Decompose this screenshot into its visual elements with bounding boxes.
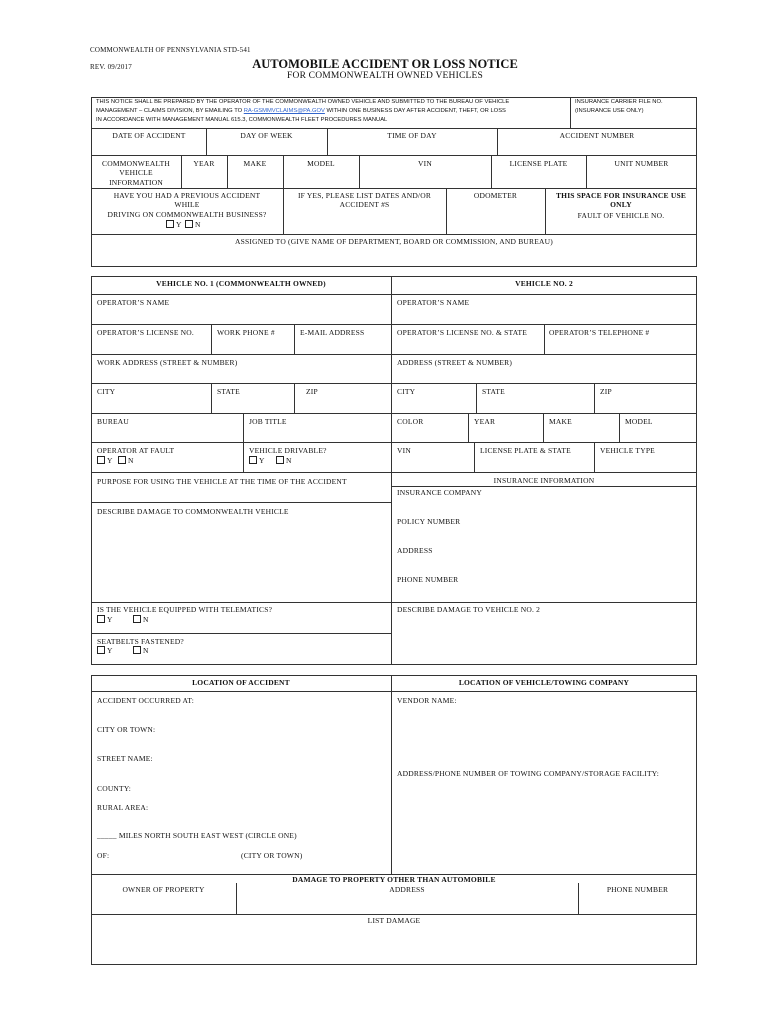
revision-date: REV. 09/2017 — [90, 63, 132, 71]
telematics-yes[interactable]: Y — [97, 615, 113, 624]
street-name-field[interactable]: STREET NAME: — [97, 754, 153, 763]
notice-line-1: THIS NOTICE SHALL BE PREPARED BY THE OPERATOR OF THE COMMONWEALTH OWNED VEHICLE AND SUBMITTED TO THE BUREAU OF VEHICLE — [96, 99, 510, 105]
vehicle-vin-field[interactable]: VIN — [418, 159, 432, 168]
drivable-no[interactable]: N — [276, 456, 292, 465]
previous-accident-yes[interactable]: Y — [166, 220, 182, 229]
checkbox-icon — [133, 615, 141, 623]
v2-model-field[interactable]: MODEL — [625, 417, 653, 426]
rural-area-field[interactable]: RURAL AREA: — [97, 803, 149, 812]
v1-city-field[interactable]: CITY — [97, 387, 116, 396]
accident-occurred-at-field[interactable]: ACCIDENT OCCURRED AT: — [97, 696, 195, 705]
carrier-file-label: INSURANCE CARRIER FILE NO. — [575, 99, 663, 105]
v2-vin-field[interactable]: VIN — [397, 446, 411, 455]
v1-work-address-field[interactable]: WORK ADDRESS (STREET & NUMBER) — [97, 358, 238, 367]
county-field[interactable]: COUNTY: — [97, 784, 132, 793]
checkbox-icon — [166, 220, 174, 228]
checkbox-icon — [97, 456, 105, 464]
describe-damage-v2-field[interactable]: DESCRIBE DAMAGE TO VEHICLE NO. 2 — [397, 605, 541, 614]
time-of-day-field[interactable]: TIME OF DAY — [387, 131, 437, 140]
checkbox-icon — [249, 456, 257, 464]
insurance-phone-field[interactable]: PHONE NUMBER — [397, 575, 459, 584]
license-plate-field[interactable]: LICENSE PLATE — [509, 159, 568, 168]
v1-bureau-field[interactable]: BUREAU — [97, 417, 130, 426]
commonwealth-vehicle-label: COMMONWEALTH VEHICLE INFORMATION — [102, 159, 170, 187]
unit-number-field[interactable]: UNIT NUMBER — [614, 159, 669, 168]
v1-operator-name-field[interactable]: OPERATOR’S NAME — [97, 298, 170, 307]
insurance-company-field[interactable]: INSURANCE COMPANY — [397, 488, 483, 497]
v2-operator-name-field[interactable]: OPERATOR’S NAME — [397, 298, 470, 307]
previous-accident-question: HAVE YOU HAD A PREVIOUS ACCIDENT WHILE DRIVING ON COMMONWEALTH BUSINESS? — [107, 191, 267, 219]
checkbox-icon — [133, 646, 141, 654]
of-field[interactable]: OF: — [97, 851, 110, 860]
form-id: COMMONWEALTH OF PENNSYLVANIA STD-541 — [90, 46, 251, 54]
v2-telephone-field[interactable]: OPERATOR’S TELEPHONE # — [549, 328, 650, 337]
telematics-no[interactable]: N — [133, 615, 149, 624]
seatbelts-label: SEATBELTS FASTENED? — [97, 637, 184, 646]
notice-line-3: IN ACCORDANCE WITH MANAGEMENT MANUAL 615.3, COMMONWEALTH FLEET PROCEDURES MANUAL — [96, 117, 388, 123]
location-of-accident-heading: LOCATION OF ACCIDENT — [192, 678, 290, 687]
checkbox-icon — [185, 220, 193, 228]
property-phone-field[interactable]: PHONE NUMBER — [606, 885, 669, 894]
drivable-yes[interactable]: Y — [249, 456, 265, 465]
v1-license-field[interactable]: OPERATOR’S LICENSE NO. — [97, 328, 194, 337]
v2-state-field[interactable]: STATE — [482, 387, 505, 396]
v2-year-field[interactable]: YEAR — [474, 417, 496, 426]
v2-plate-state-field[interactable]: LICENSE PLATE & STATE — [480, 446, 571, 455]
notice-line-2: MANAGEMENT – CLAIMS DIVISION, BY EMAILING TO RA-GSMMVCLAIMS@PA.GOV WITHIN ONE BUSINESS DAY AFTER ACCIDENT, THEFT, OR LOSS — [96, 108, 506, 114]
v2-address-field[interactable]: ADDRESS (STREET & NUMBER) — [397, 358, 513, 367]
date-of-accident-field[interactable]: DATE OF ACCIDENT — [112, 131, 186, 140]
checkbox-icon — [118, 456, 126, 464]
insurance-address-field[interactable]: ADDRESS — [397, 546, 433, 555]
seatbelts-no[interactable]: N — [133, 646, 149, 655]
property-damage-heading: DAMAGE TO PROPERTY OTHER THAN AUTOMOBILE — [292, 875, 496, 884]
at-fault-yes[interactable]: Y — [97, 456, 113, 465]
city-or-town-hint: (CITY OR TOWN) — [241, 851, 303, 860]
vehicle-year-field[interactable]: YEAR — [193, 159, 215, 168]
vehicle-2-heading: VEHICLE NO. 2 — [515, 279, 573, 288]
v2-city-field[interactable]: CITY — [397, 387, 416, 396]
checkbox-icon — [97, 646, 105, 654]
checkbox-icon — [97, 615, 105, 623]
towing-company-heading: LOCATION OF VEHICLE/TOWING COMPANY — [458, 678, 630, 687]
previous-accident-dates-field[interactable]: IF YES, PLEASE LIST DATES AND/OR ACCIDENT #S — [297, 191, 432, 210]
towing-address-phone-field[interactable]: ADDRESS/PHONE NUMBER OF TOWING COMPANY/STORAGE FACILITY: — [397, 769, 659, 778]
v1-job-title-field[interactable]: JOB TITLE — [249, 417, 287, 426]
miles-direction-field[interactable]: _____ MILES NORTH SOUTH EAST WEST (CIRCLE ONE) — [97, 831, 297, 840]
v2-license-state-field[interactable]: OPERATOR’S LICENSE NO. & STATE — [397, 328, 528, 337]
insurance-information-heading: INSURANCE INFORMATION — [493, 476, 595, 485]
vehicle-drivable-label: VEHICLE DRIVABLE? — [249, 446, 327, 455]
vehicle-make-field[interactable]: MAKE — [243, 159, 267, 168]
list-damage-field[interactable]: LIST DAMAGE — [367, 916, 421, 925]
page-title: AUTOMOBILE ACCIDENT OR LOSS NOTICE — [252, 57, 518, 71]
describe-damage-v1-field[interactable]: DESCRIBE DAMAGE TO COMMONWEALTH VEHICLE — [97, 507, 289, 516]
day-of-week-field[interactable]: DAY OF WEEK — [240, 131, 293, 140]
v2-vehicle-type-field[interactable]: VEHICLE TYPE — [600, 446, 655, 455]
v2-color-field[interactable]: COLOR — [397, 417, 424, 426]
v2-make-field[interactable]: MAKE — [549, 417, 572, 426]
accident-number-field[interactable]: ACCIDENT NUMBER — [559, 131, 635, 140]
city-or-town-field[interactable]: CITY OR TOWN: — [97, 725, 156, 734]
fault-of-vehicle-field[interactable]: FAULT OF VEHICLE NO. — [577, 211, 665, 220]
owner-of-property-field[interactable]: OWNER OF PROPERTY — [122, 885, 205, 894]
seatbelts-yes[interactable]: Y — [97, 646, 113, 655]
at-fault-no[interactable]: N — [118, 456, 134, 465]
property-address-field[interactable]: ADDRESS — [389, 885, 425, 894]
checkbox-icon — [276, 456, 284, 464]
claims-email-link[interactable]: RA-GSMMVCLAIMS@PA.GOV — [243, 108, 325, 114]
insurance-use-label: THIS SPACE FOR INSURANCE USE ONLY — [555, 191, 687, 210]
v1-work-phone-field[interactable]: WORK PHONE # — [217, 328, 275, 337]
previous-accident-no[interactable]: N — [185, 220, 201, 229]
v1-state-field[interactable]: STATE — [217, 387, 240, 396]
v1-zip-field[interactable]: ZIP — [306, 387, 318, 396]
assigned-to-field[interactable]: ASSIGNED TO (GIVE NAME OF DEPARTMENT, BOARD OR COMMISSION, AND BUREAU) — [235, 237, 553, 246]
vendor-name-field[interactable]: VENDOR NAME: — [397, 696, 457, 705]
odometer-field[interactable]: ODOMETER — [473, 191, 518, 200]
page-subtitle: FOR COMMONWEALTH OWNED VEHICLES — [287, 71, 483, 81]
operator-at-fault-label: OPERATOR AT FAULT — [97, 446, 175, 455]
telematics-label: IS THE VEHICLE EQUIPPED WITH TELEMATICS? — [97, 605, 273, 614]
vehicle-1-heading: VEHICLE NO. 1 (COMMONWEALTH OWNED) — [156, 279, 326, 288]
policy-number-field[interactable]: POLICY NUMBER — [397, 517, 461, 526]
v2-zip-field[interactable]: ZIP — [600, 387, 612, 396]
vehicle-purpose-field[interactable]: PURPOSE FOR USING THE VEHICLE AT THE TIME OF THE ACCIDENT — [97, 477, 347, 486]
insurance-use-only-label: (INSURANCE USE ONLY) — [575, 108, 644, 114]
vehicle-model-field[interactable]: MODEL — [307, 159, 335, 168]
v1-email-field[interactable]: E-MAIL ADDRESS — [300, 328, 365, 337]
